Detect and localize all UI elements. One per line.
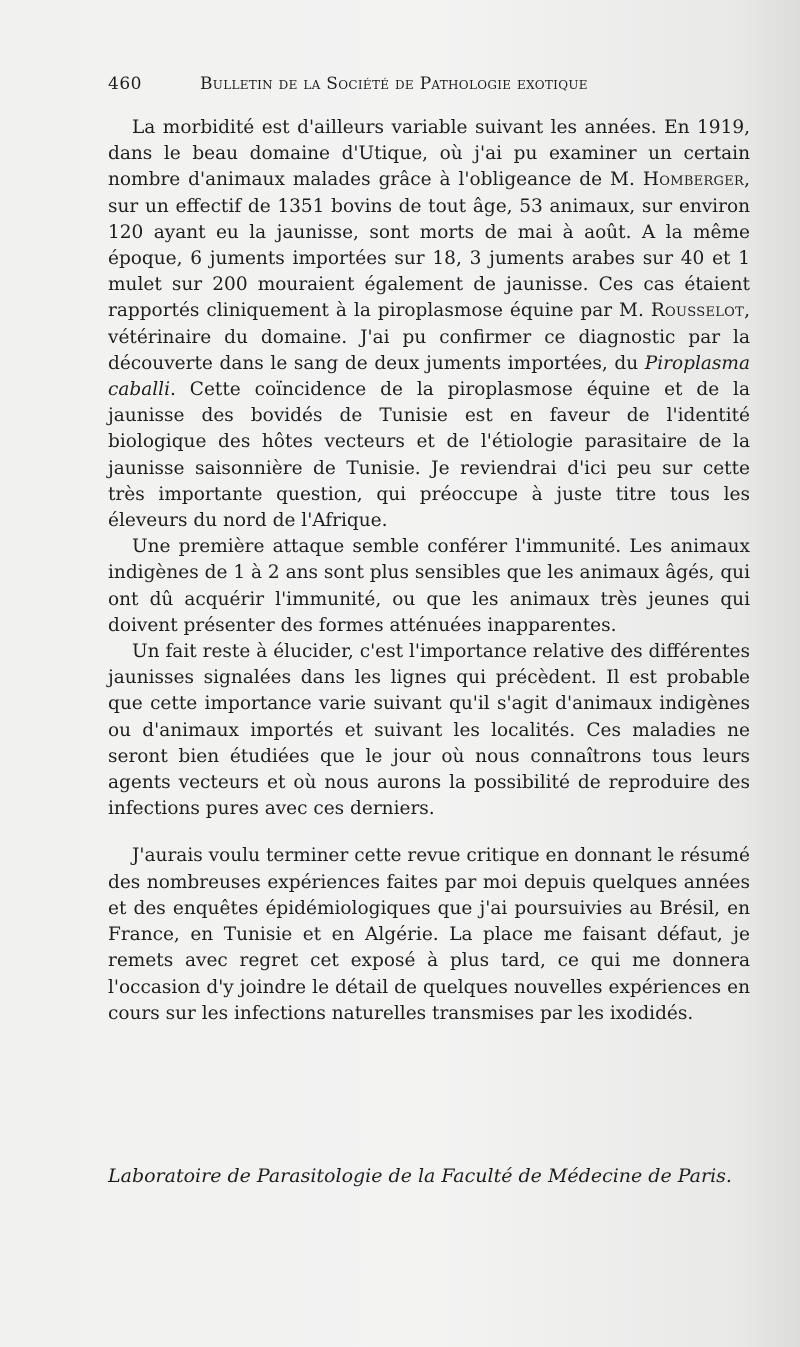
- paragraph: Un fait reste à élucider, c'est l'importance relative des différentes jaunisses signalées dans les lignes qui précèdent. Il est probable que cette importance varie suivant qu'il s'agit d'animaux indigènes ou d'animaux importés et suivant les localités. Ces maladies ne seront bien étudiées que le jour où nous connaîtrons tous leurs agents vecteurs et où nous aurons la possibilité de reproduire des infections pures avec ces derniers.: [108, 641, 750, 820]
- text-run: . Cette coïncidence de la piroplasmose équine et de la jaunisse des bovidés de Tunisie est en faveur de l'identité biologique des hôtes vecteurs et de l'étiologie parasitaire de la jaunisse saisonnière de Tunisie. Je reviendrai d'ici peu sur cette très importante question, qui préoccupe à juste titre tous les éleveurs du nord de l'Afrique.: [108, 379, 750, 532]
- author-name: Homberger: [642, 169, 745, 191]
- running-title: Bulletin de la Société de Pathologie exotique: [200, 74, 588, 94]
- running-header: [108, 74, 753, 94]
- species-name: Piroplasma caballi: [108, 352, 750, 401]
- paragraph: Une première attaque semble conférer l'immunité. Les animaux indigènes de 1 à 2 ans sont plus sensibles que les animaux âgés, qui ont dû acquérir l'immunité, ou que les animaux très jeunes qui doivent présenter des formes atténuées inapparentes.: [108, 536, 750, 636]
- author-name: Rousselot: [650, 300, 745, 322]
- text-run: , vétérinaire du domaine. J'ai pu confirmer ce diagnostic par la découverte dans le sang de deux juments importées, du: [108, 300, 750, 374]
- paragraph: J'aurais voulu terminer cette revue critique en donnant le résumé des nombreuses expériences faites par moi depuis quelques années et des enquêtes épidémiologiques que j'ai poursuivies au Brésil, en France, en Tunisie et en Algérie. La place me faisant défaut, je remets avec regret cet exposé à plus tard, ce qui me donnera l'occasion d'y joindre le détail de quelques nouvelles expériences en cours sur les infections naturelles transmises par les ixodidés.: [108, 845, 750, 1024]
- body-text: [108, 115, 750, 1027]
- affiliation: Laboratoire de Parasitologie de la Faculté de Médecine de Paris.: [108, 1165, 732, 1187]
- text-run: La morbidité est d'ailleurs variable suivant les années. En 1919, dans le beau domaine d'Utique, où j'ai pu examiner un certain nombre d'animaux malades grâce à l'obligeance de M.: [108, 117, 750, 191]
- paragraph: [108, 115, 750, 534]
- text-run: , sur un effectif de 1351 bovins de tout âge, 53 animaux, sur environ 120 ayant eu la jaunisse, sont morts de mai à août. A la même époque, 6 juments importées sur 18, 3 juments arabes sur 40 et 1 mulet sur 200 mouraient également de jaunisse. Ces cas étaient rapportés cliniquement à la piroplasmose équine par M.: [108, 169, 750, 322]
- page-number: 460: [108, 74, 142, 94]
